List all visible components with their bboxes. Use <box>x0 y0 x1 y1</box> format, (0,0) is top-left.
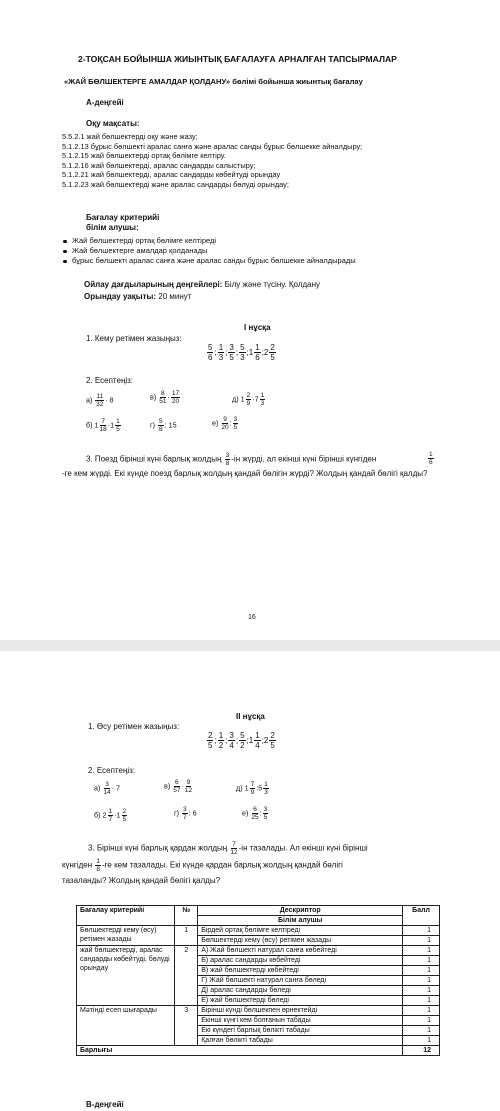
total-value: 12 <box>403 1046 440 1056</box>
task3-line1: 3. Поезд бірінші күні барлық жолдың $\frac{3}{8}$ -ін жүрді, ал екінші күні бірінші күнгіден <box>86 452 377 467</box>
calc-label: б) <box>86 420 93 430</box>
task1-text: 1. Кему ретімен жазыңыз: <box>86 334 182 343</box>
calc-item: е) $\frac{9}{20}$ : $\frac{3}{5}$ <box>212 416 238 431</box>
criterion-cell: Мәтінді есеп шығарады <box>77 1006 175 1046</box>
thinking-levels <box>84 280 320 289</box>
score-cell: 1 <box>403 946 440 956</box>
calc-item: б) 1 $\frac{7}{18}$ ·1 $\frac{1}{5}$ <box>86 418 120 433</box>
objectives-list <box>62 132 444 190</box>
fraction: $\frac{2}{5}$ <box>270 731 275 750</box>
score-cell: 1 <box>403 956 440 966</box>
header-number: № <box>175 906 198 926</box>
page-number: 16 <box>248 614 256 621</box>
criterion-item: бұрыс бөлшекті аралас санға және аралас санды бұрыс бөлшекке айналдырады <box>60 256 356 266</box>
task3-line2: -ге кем жүрді. Екі күнде поезд барлық жолдың қандай бөлігін жүрді? Жолдың қандай бөлігі қалды? <box>62 469 428 478</box>
calc-label: в) <box>164 781 171 791</box>
score-cell: 1 <box>403 966 440 976</box>
score-cell: 1 <box>403 926 440 936</box>
level-b-heading: В-деңгейі <box>86 1100 124 1109</box>
fraction: $\frac{1}{4}$ <box>255 731 260 750</box>
calc-item: д) 1 $\frac{2}{9}$ ·7 $\frac{1}{3}$ <box>232 392 265 407</box>
table-row <box>77 1006 440 1016</box>
score-cell: 1 <box>403 936 440 946</box>
descriptor-cell: В) жай бөлшектерді көбейтеді <box>198 966 403 976</box>
level-a-heading: А-деңгейі <box>86 98 124 107</box>
score-cell: 1 <box>403 1026 440 1036</box>
fraction: $\frac{3}{4}$ <box>229 731 234 750</box>
header-score: Балл <box>403 906 440 926</box>
separator: ; <box>214 736 217 745</box>
criterion-cell: Бөлшектерді кему (өсу) ретімен жазады <box>77 926 175 946</box>
separator: ; <box>235 736 239 745</box>
number-cell: 2 <box>175 946 198 1006</box>
calc-label: д) <box>232 394 239 404</box>
fraction: $\frac{5}{6}$ <box>208 343 213 362</box>
time-limit <box>84 292 191 301</box>
objective-item: 5.5.2.1 жай бөлшектерді оқу және жазу; <box>62 132 198 141</box>
thinking-label: Ойлау дағдыларының деңгейлері: <box>84 280 223 289</box>
table-row <box>77 926 440 936</box>
descriptor-cell: Бірдей ортақ бөлімге келтіреді <box>198 926 403 936</box>
separator: ; <box>246 736 249 745</box>
score-cell: 1 <box>403 1036 440 1046</box>
number-cell: 1 <box>175 926 198 946</box>
fraction: $\frac{5}{2}$ <box>240 731 245 750</box>
calc-item: а) $\frac{3}{14}$ · 7 <box>94 781 121 796</box>
fraction: $\frac{1}{3}$ <box>218 343 224 362</box>
header-descriptor: Дескриптор <box>198 906 403 916</box>
criterion-item: Жай бөлшектерді ортақ бөлімге келтіреді <box>60 236 356 246</box>
whole-part: 1 <box>248 736 254 745</box>
descriptor-cell: Бөлшектерді кему (өсу) ретімен жазады <box>198 936 403 946</box>
total-row <box>77 1046 440 1056</box>
calc-label: а) <box>86 395 93 405</box>
objective-item: 5.1.2.16 жай бөлшектерді, аралас сандарды салыстыру; <box>62 160 256 170</box>
fraction: $\frac{2}{5}$ <box>208 731 213 750</box>
task1-fractions <box>206 731 277 750</box>
criterion-cell: жай бөлшектерді, аралас сандарды көбейтуді, бөлуді орындау <box>77 946 175 1006</box>
table-row <box>77 946 440 956</box>
fraction: $\frac{5}{3}$ <box>240 343 245 362</box>
whole-part: 2 <box>263 736 269 745</box>
document-title: 2-ТОҚСАН БОЙЫНША ЖИЫНТЫҚ БАҒАЛАУҒА АРНАЛҒАН ТАПСЫРМАЛАР <box>78 54 397 64</box>
calc-item: е) $\frac{6}{25}$ : $\frac{3}{5}$ <box>242 806 268 821</box>
task1-fractions <box>206 343 277 362</box>
separator: ; <box>246 348 249 357</box>
task3-line2: күнгіден $\frac{1}{8}$ -ге кем тазалады. Екі күнде қардан барлық жолдың қандай бөлігі <box>62 858 343 873</box>
fraction: $\frac{2}{5}$ <box>270 343 275 362</box>
subheader-student: Білім алушы <box>198 916 403 926</box>
calc-item: а) $\frac{11}{32}$ · 8 <box>86 393 114 408</box>
task2-text: 2. Есептеңіз: <box>86 376 134 385</box>
score-cell: 1 <box>403 986 440 996</box>
assessment-table <box>76 905 440 1056</box>
objective-item: 5.1.2.13 бұрыс бөлшекті аралас санға және аралас санды бұрыс бөлшекке айналдыру; <box>62 141 363 151</box>
calc-label: г) <box>174 808 180 818</box>
calc-label: а) <box>94 783 101 793</box>
calc-item: д) 1 $\frac{7}{9}$ :5 $\frac{1}{3}$ <box>236 781 268 796</box>
separator: ; <box>261 736 264 745</box>
thinking-value: Білу және түсіну. Қолдану <box>222 280 321 289</box>
descriptor-cell: Екінші күнгі кем болғанын табады <box>198 1016 403 1026</box>
task2-text: 2. Есептеңіз: <box>88 766 136 775</box>
header-criterion: Бағалау критерийі <box>77 906 175 926</box>
variant-2-heading: ІІ нұсқа <box>236 712 265 721</box>
task3-line3: тазаланды? Жолдың қандай бөлігі қалды? <box>62 876 221 885</box>
descriptor-cell: А) Жай бөлшекті натурал санға көбейтеді <box>198 946 403 956</box>
task3-line1: 3. Бірінші күні барлық қардан жолдың $\frac{7}{12}$ -ін тазалады. Ал екінші күні бірінші <box>88 841 368 856</box>
descriptor-cell: Бірінші күнді бөлшекпен өрнектейді <box>198 1006 403 1016</box>
time-label: Орындау уақыты: <box>84 292 157 301</box>
descriptor-cell: Е) жай бөлшектерді бөледі <box>198 996 403 1006</box>
calc-item: б) 2 $\frac{1}{7}$ ·1 $\frac{2}{5}$ <box>94 808 127 823</box>
objective-item: 5.1.2.23 жай бөлшектерді және аралас сандарды бөлуді орындау; <box>62 179 289 189</box>
student-heading: білім алушы: <box>86 223 139 232</box>
number-cell: 3 <box>175 1006 198 1046</box>
whole-part: 2 <box>263 348 269 357</box>
document-subtitle: «ЖАЙ БӨЛШЕКТЕРГЕ АМАЛДАР ҚОЛДАНУ» бөлімі бойынша жиынтық бағалау <box>64 77 363 86</box>
fraction: $\frac{3}{5}$ <box>229 343 234 362</box>
criteria-heading: Бағалау критерийі <box>86 213 160 222</box>
criterion-item: Жай бөлшектерге амалдар қолданады <box>60 246 356 256</box>
objective-item: 5.1.2.15 жай бөлшектерді ортақ бөлімге келтіру. <box>62 151 226 161</box>
score-cell: 1 <box>403 976 440 986</box>
calc-item: в) $\frac{8}{51}$ · $\frac{17}{20}$ <box>150 390 180 405</box>
criteria-list <box>60 236 356 266</box>
calc-label: е) <box>242 808 249 818</box>
task3-fraction: $\frac{1}{6}$ <box>429 451 433 467</box>
score-cell: 1 <box>403 996 440 1006</box>
calc-label: б) <box>94 810 101 820</box>
descriptor-cell: Екі күндегі барлық бөлікті табады <box>198 1026 403 1036</box>
descriptor-cell: Қалған бөлікті табады <box>198 1036 403 1046</box>
calc-label: в) <box>150 392 157 402</box>
separator: ; <box>235 348 239 357</box>
fraction: $\frac{1}{2}$ <box>218 731 224 750</box>
calc-label: д) <box>236 783 243 793</box>
calc-item: г) $\frac{5}{8}$ : 15 <box>150 418 177 433</box>
calc-label: е) <box>212 418 219 428</box>
descriptor-cell: Д) аралас сандарды бөледі <box>198 986 403 996</box>
calc-item: в) $\frac{6}{57}$ · $\frac{9}{12}$ <box>164 779 193 794</box>
objectives-heading: Оқу мақсаты: <box>86 119 140 128</box>
descriptor-cell: Г) Жай бөлшекті натурал санға бөледі <box>198 976 403 986</box>
descriptor-cell: Б) аралас сандарды көбейтеді <box>198 956 403 966</box>
separator: ; <box>225 736 228 745</box>
separator: ; <box>214 348 217 357</box>
separator: ; <box>261 348 264 357</box>
separator: ; <box>225 348 228 357</box>
fraction: $\frac{1}{6}$ <box>255 343 260 362</box>
calc-label: г) <box>150 420 156 430</box>
score-cell: 1 <box>403 1016 440 1026</box>
calc-item: г) $\frac{3}{7}$ : 6 <box>174 806 197 821</box>
variant-1-heading: І нұсқа <box>244 323 271 332</box>
task1-text: 1. Өсу ретімен жазыңыз: <box>88 722 180 731</box>
objective-item: 5.1.2.21 жай бөлшектерді, аралас сандарды көбейтуді орындау <box>62 170 281 180</box>
whole-part: 1 <box>248 348 254 357</box>
score-cell: 1 <box>403 1006 440 1016</box>
total-label: Барлығы <box>77 1046 403 1056</box>
time-value: 20 минут <box>156 292 192 301</box>
